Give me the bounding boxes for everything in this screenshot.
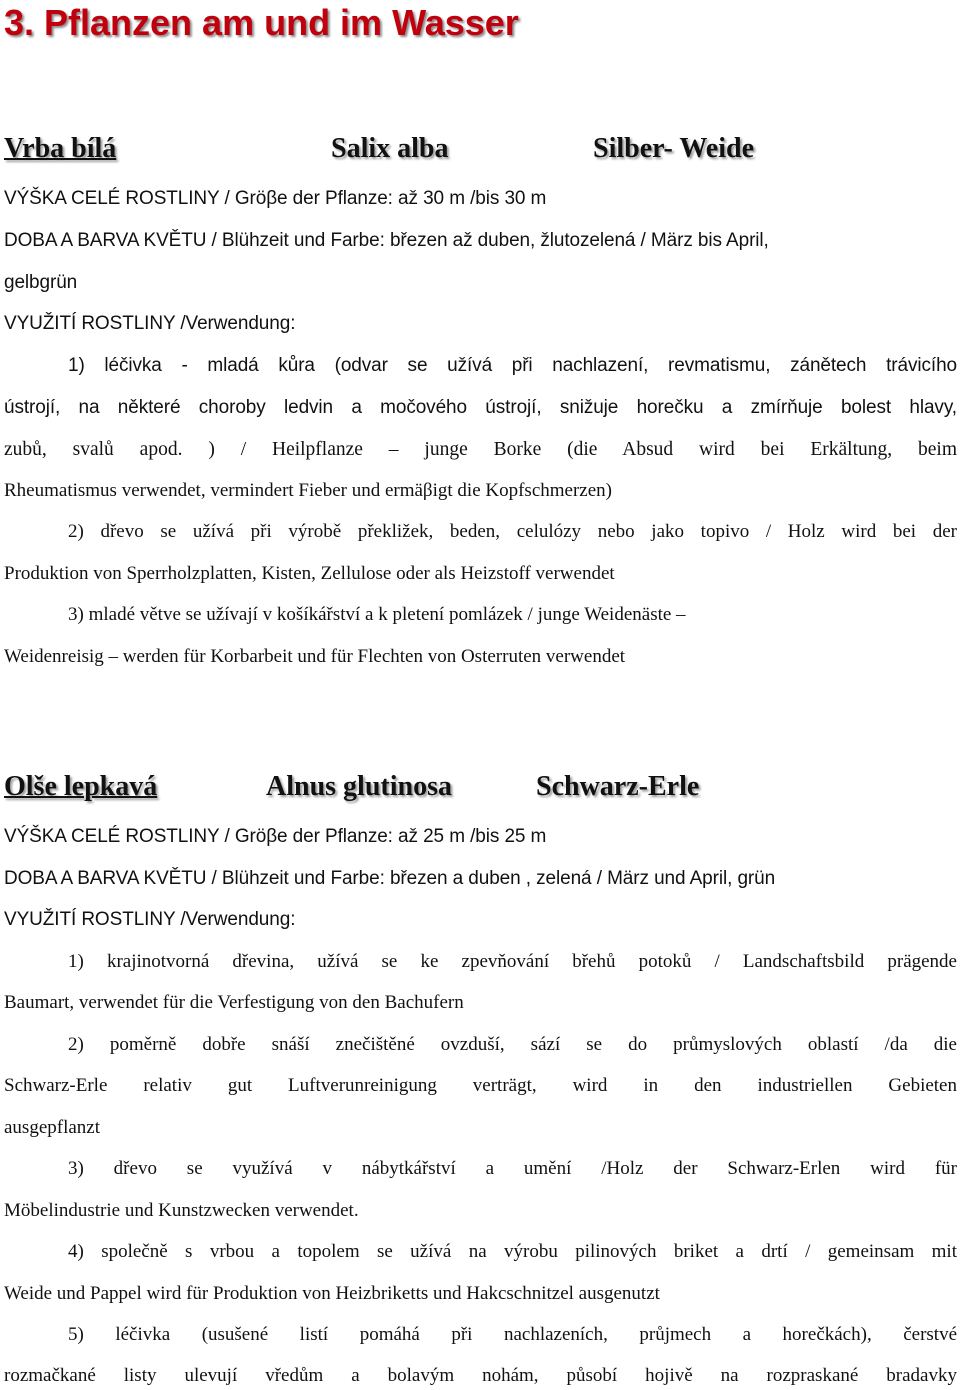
- usage-item-4-cont: Weide und Pappel wird für Produktion von Heizbriketts und Hakcschnitzel ausgenutzt: [4, 1283, 660, 1304]
- usage-item-3-cont: Weidenreisig – werden für Korbarbeit und für Flechten von Osterruten verwendet: [4, 646, 626, 667]
- usage-item-2: 2) dřevo se užívá při výrobě překližek, beden, celulózy nebo jako topivo / Holz wird bei der: [68, 521, 957, 542]
- usage-item-4: 4) společně s vrbou a topolem se užívá na výrobu pilinových briket a drtí / gemeinsam mit: [68, 1241, 957, 1262]
- species-name-czech: Olše lepkavá: [4, 771, 158, 802]
- species-name-german: Silber- Weide: [593, 133, 754, 164]
- usage-item-2-cont: Produktion von Sperrholzplatten, Kisten, Zellulose oder als Heizstoff verwendet: [4, 563, 615, 584]
- species-name-czech: Vrba bílá: [4, 133, 117, 164]
- usage-item-5: 5) léčivka (usušené listí pomáhá při nachlazeních, průjmech a horečkách), čerstvé: [68, 1324, 957, 1345]
- species-name-latin: Alnus glutinosa: [266, 771, 452, 802]
- usage-item-1-cont: zubů, svalů apod. ) / Heilpflanze – junge Borke (die Absud wird bei Erkältung, beim: [4, 439, 957, 460]
- usage-item-3: 3) dřevo se využívá v nábytkářství a umění /Holz der Schwarz-Erlen wird für: [68, 1158, 957, 1179]
- flowering-line-cont: gelbgrün: [4, 272, 78, 293]
- usage-item-3: 3) mladé větve se užívají v košíkářství a k pletení pomlázek / junge Weidenäste –: [68, 604, 686, 625]
- plant-height-line: VÝŠKA CELÉ ROSTLINY / Gröβe der Pflanze: až 30 m /bis 30 m: [4, 188, 547, 209]
- species-name-latin: Salix alba: [331, 133, 449, 164]
- flowering-line: DOBA A BARVA KVĚTU / Blühzeit und Farbe: březen a duben , zelená / März und April, grün: [4, 868, 776, 889]
- usage-item-2-cont: Schwarz-Erle relativ gut Luftverunreinigung verträgt, wird in den industriellen Gebieten: [4, 1075, 957, 1096]
- usage-item-1-cont: Baumart, verwendet für die Verfestigung von den Bachufern: [4, 992, 464, 1013]
- plant-height-line: VÝŠKA CELÉ ROSTLINY / Gröβe der Pflanze: až 25 m /bis 25 m: [4, 826, 547, 847]
- usage-item-1: 1) léčivka - mladá kůra (odvar se užívá při nachlazení, revmatismu, zánětech trávicího: [68, 355, 957, 376]
- usage-item-1-cont: Rheumatismus verwendet, vermindert Fieber und ermäβigt die Kopfschmerzen): [4, 480, 612, 501]
- usage-item-5-cont: rozmačkané listy ulevují vředům a bolavým nohám, působí hojivě na rozpraskané bradavky: [4, 1365, 957, 1386]
- flowering-line: DOBA A BARVA KVĚTU / Blühzeit und Farbe: březen až duben, žlutozelená / März bis April,: [4, 230, 769, 251]
- usage-item-1-cont: ústrojí, na některé choroby ledvin a močového ústrojí, snižuje horečku a zmírňuje bolest hlavy,: [4, 397, 957, 418]
- usage-heading: VYUŽITÍ ROSTLINY /Verwendung:: [4, 909, 296, 930]
- usage-item-2: 2) poměrně dobře snáší znečištěné ovzduší, sází se do průmyslových oblastí /da die: [68, 1034, 957, 1055]
- usage-item-1: 1) krajinotvorná dřevina, užívá se ke zpevňování břehů potoků / Landschaftsbild prägende: [68, 951, 957, 972]
- species-name-german: Schwarz-Erle: [536, 771, 700, 802]
- usage-heading: VYUŽITÍ ROSTLINY /Verwendung:: [4, 313, 296, 334]
- chapter-title: 3. Pflanzen am und im Wasser: [4, 2, 519, 43]
- usage-item-3-cont: Möbelindustrie und Kunstzwecken verwendet.: [4, 1200, 359, 1221]
- usage-item-2-cont: ausgepflanzt: [4, 1117, 101, 1138]
